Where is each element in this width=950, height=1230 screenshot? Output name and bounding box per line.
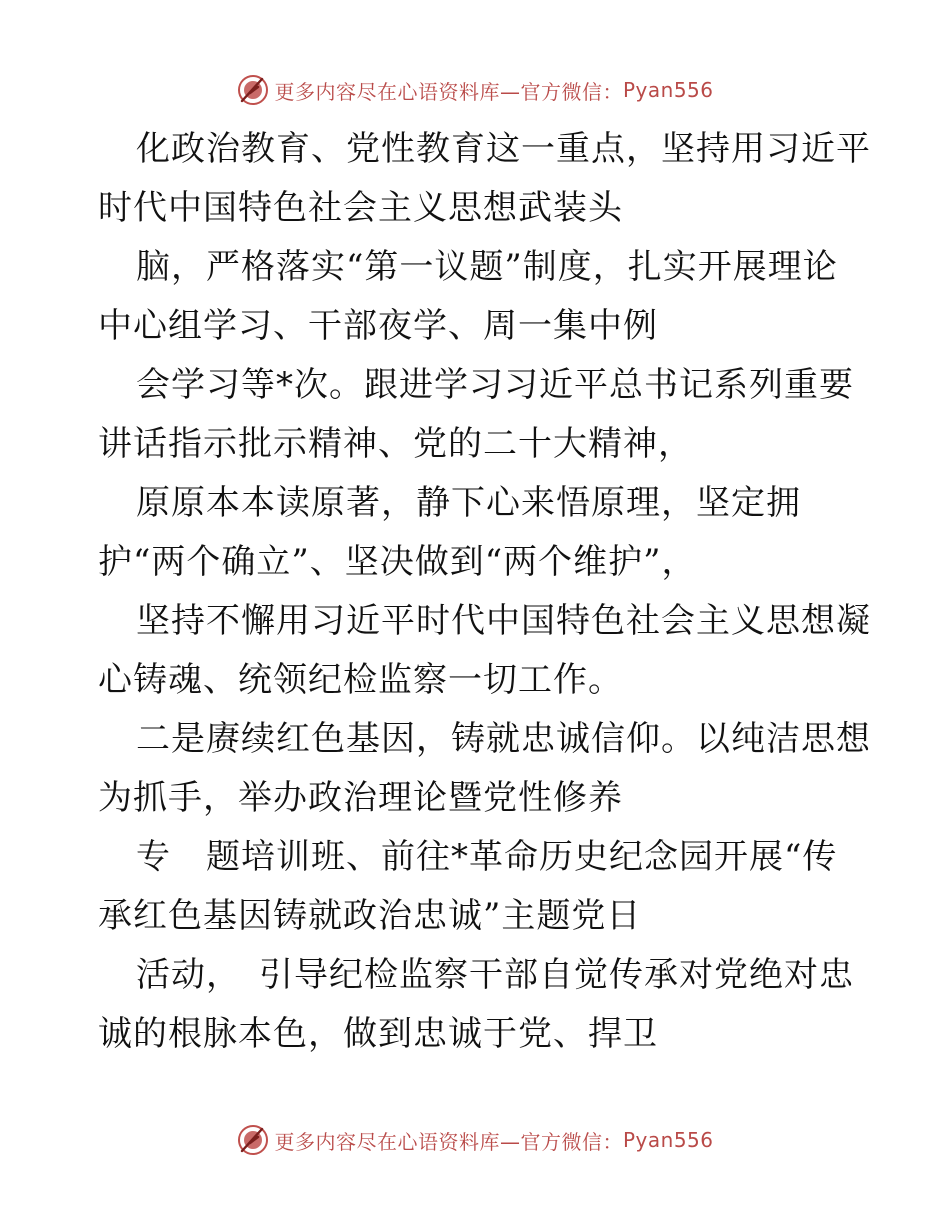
text-line: 为抓手，举办政治理论暨党性修养 [98,778,623,818]
paragraph [98,828,858,946]
text-line: 活动， 引导纪检监察干部自觉传承对党绝对忠 [136,955,854,995]
text-line: 会学习等*次。跟进学习习近平总书记系列重要 [136,365,854,405]
paragraph [98,592,871,710]
text-line: 化政治教育、党性教育这一重点，坚持用习近平 [136,129,871,169]
paragraph [98,356,858,474]
text-line: 脑，严格落实“第一议题”制度，扎实开展理论 [136,247,838,287]
feather-logo-icon [236,1123,270,1157]
paragraph [98,946,858,1064]
document-body [98,120,871,1064]
text-line: 诚的根脉本色，做到忠诚于党、捍卫 [98,1014,658,1054]
text-line: 时代中国特色社会主义思想武装头 [98,188,623,228]
paragraph [98,710,871,828]
text-line: 专 题培训班、前往*革命历史纪念园开展“传 [136,837,838,877]
text-line: 二是赓续红色基因，铸就忠诚信仰。以纯洁思想 [136,719,871,759]
text-line: 护“两个确立”、坚决做到“两个维护”， [98,542,697,582]
feather-logo-icon [236,73,270,107]
watermark-text: 更多内容尽在心语资料库—官方微信： [274,79,623,104]
paragraph [98,474,858,592]
paragraph [98,238,858,356]
text-line: 原原本本读原著，静下心来悟原理，坚定拥 [136,483,801,523]
text-line: 坚持不懈用习近平时代中国特色社会主义思想凝 [136,601,871,641]
header-watermark [0,73,950,107]
text-line: 承红色基因铸就政治忠诚”主题党日 [98,896,642,936]
text-line: 讲话指示批示精神、党的二十大精神， [98,424,693,464]
text-line: 心铸魂、统领纪检监察一切工作。 [98,660,623,700]
watermark-wechat-id: Pyan556 [622,1128,714,1152]
watermark-text: 更多内容尽在心语资料库—官方微信： [274,1129,623,1154]
paragraph [98,120,871,238]
text-line: 中心组学习、干部夜学、周一集中例 [98,306,658,346]
footer-watermark [0,1123,950,1157]
watermark-wechat-id: Pyan556 [622,78,714,102]
